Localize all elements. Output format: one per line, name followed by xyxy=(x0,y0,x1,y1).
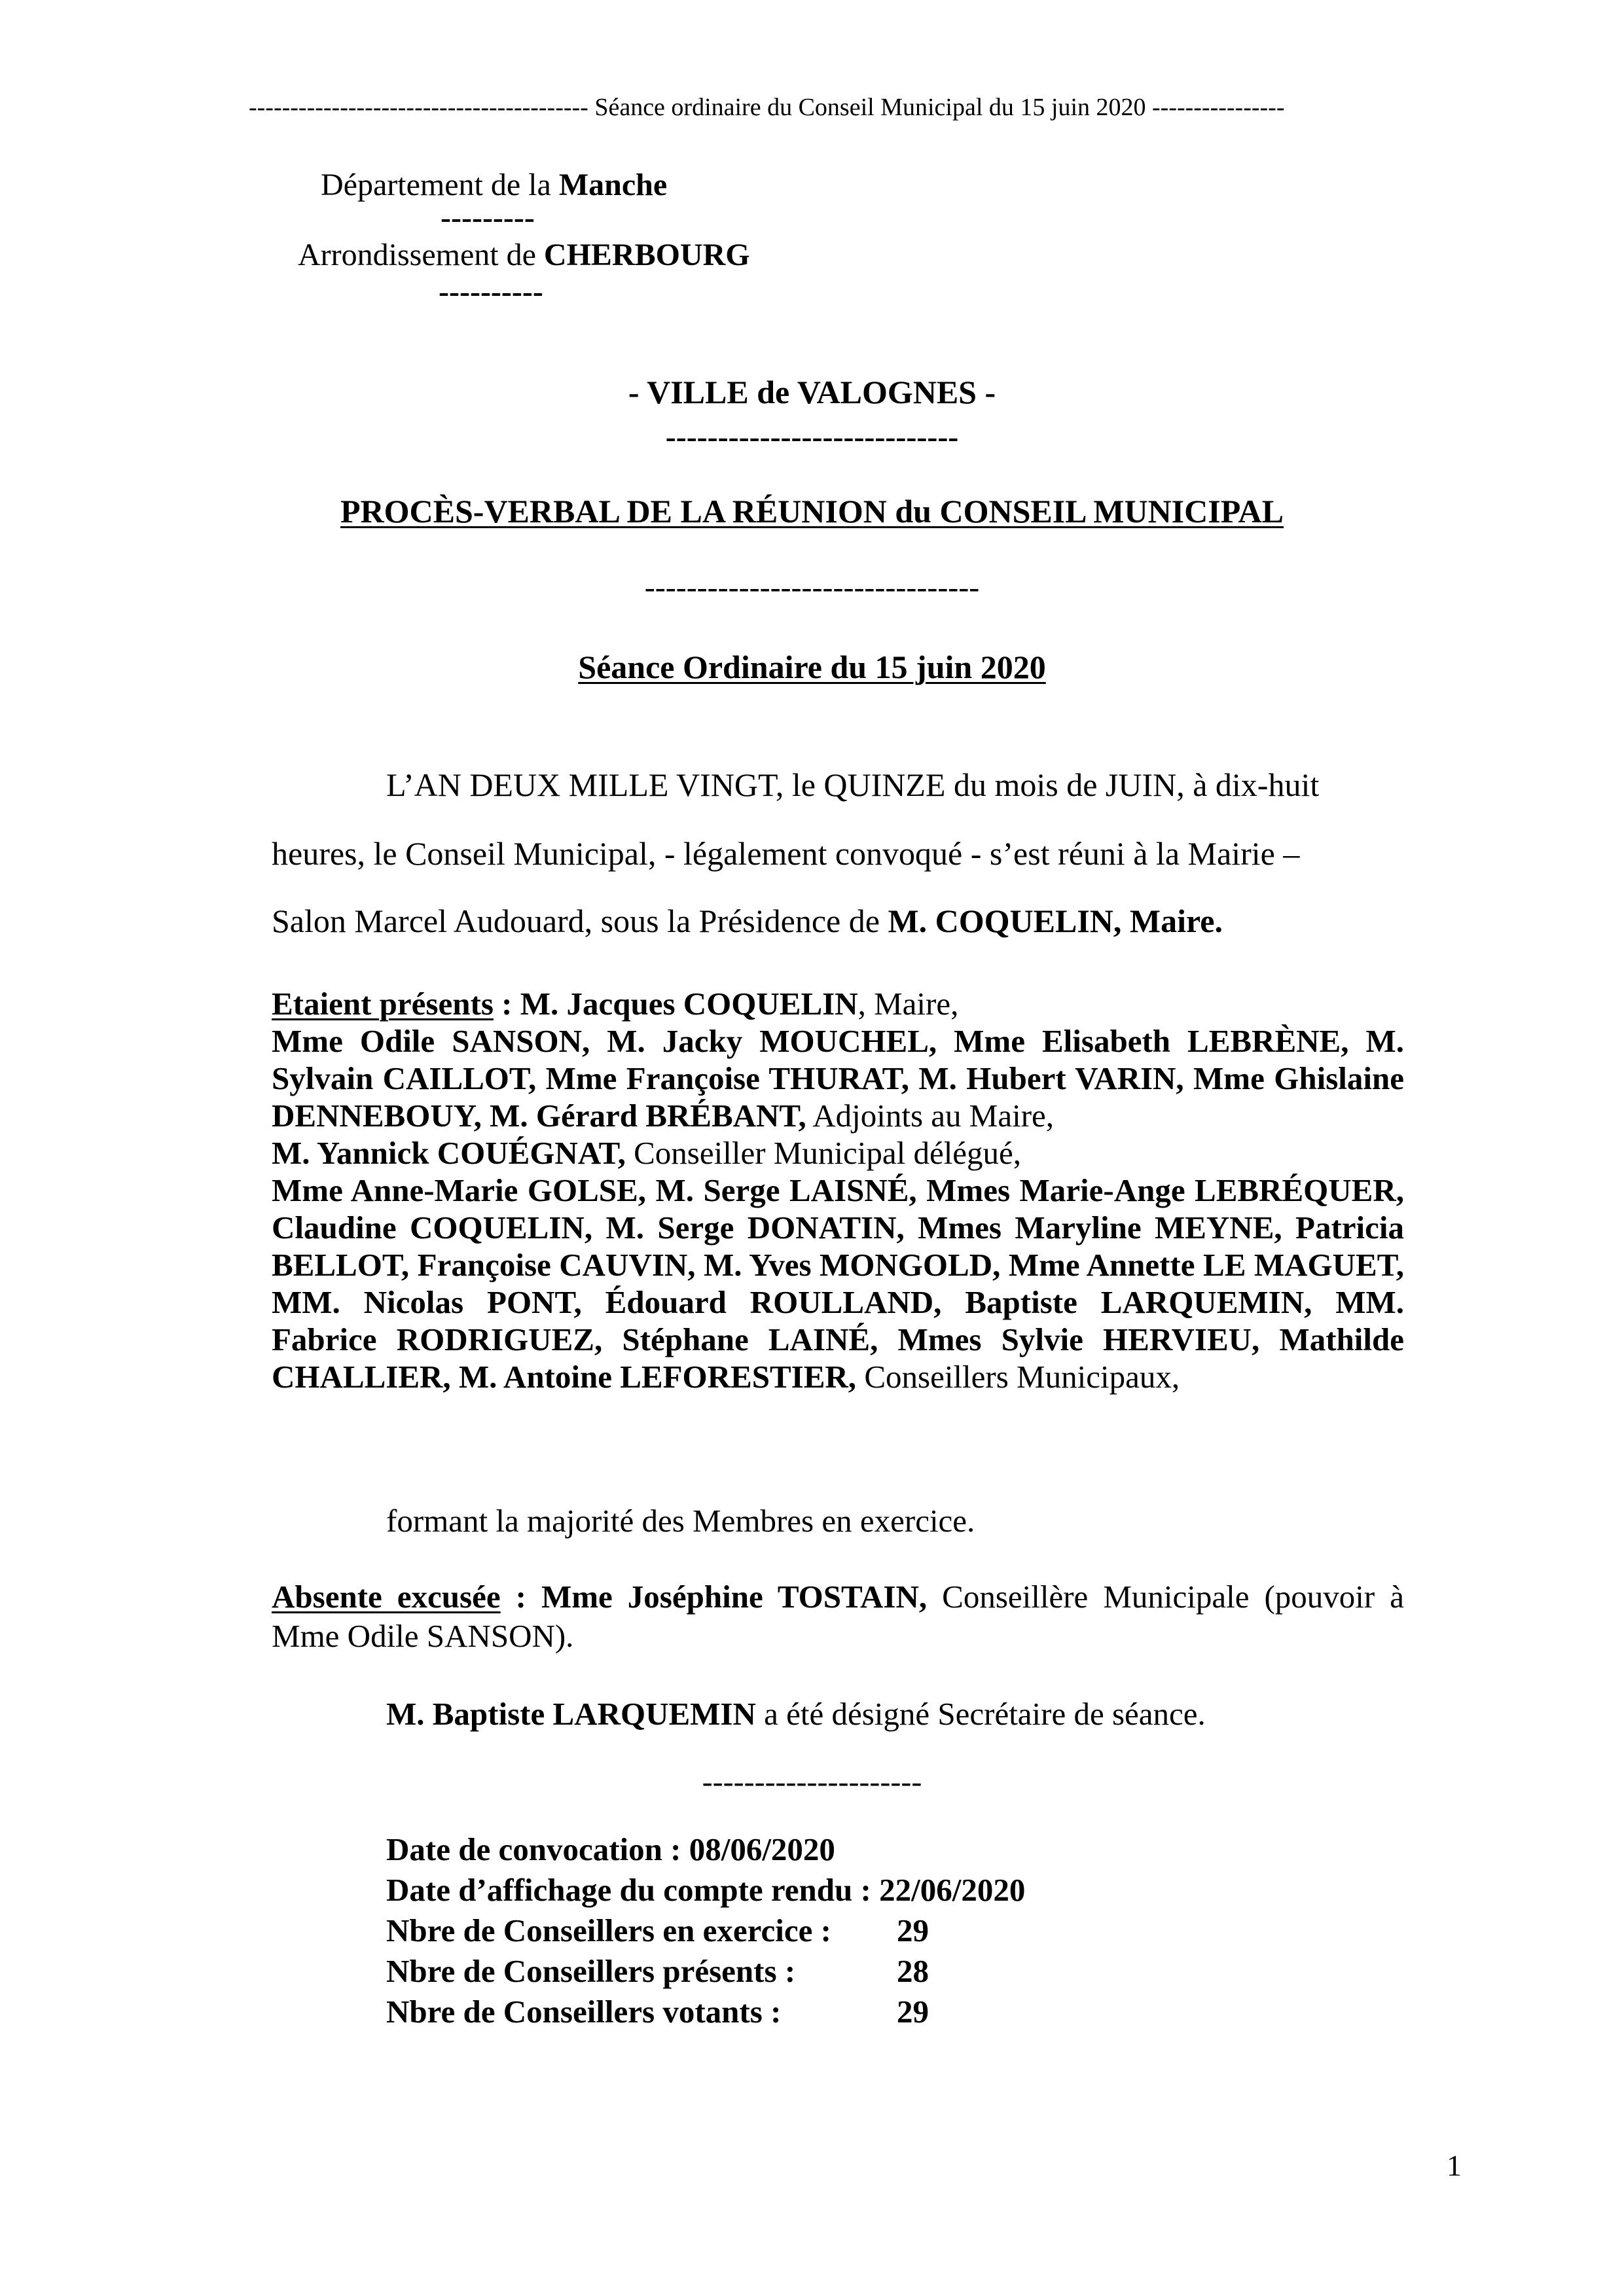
page-number: 1 xyxy=(1447,2149,1462,2182)
adjoints-names: Mme Odile SANSON, M. Jacky MOUCHEL, Mme Elisabeth LEBRÈNE, M. Sylvain CAILLOT, Mme Françoise THURAT, M. Hubert VARIN, Mme Ghislaine DENNEBOUY, M. Gérard BRÉBANT, xyxy=(272,1023,1404,1134)
arrondissement-separator: ---------- xyxy=(439,274,543,309)
seance-heading xyxy=(0,648,1624,686)
stat-affichage-text: Date d’affichage du compte rendu : 22/06/2020 xyxy=(386,1872,1026,1908)
secretaire-rest: a été désigné Secrétaire de séance. xyxy=(755,1696,1206,1732)
presents-paragraph xyxy=(272,985,1404,1395)
ville-separator: ---------------------------- xyxy=(665,420,959,454)
conseillers-role: Conseillers Municipaux, xyxy=(856,1359,1180,1395)
departement-separator: --------- xyxy=(441,200,535,235)
adjoints-role: Adjoints au Maire, xyxy=(806,1098,1055,1134)
maire-name: M. Jacques COQUELIN xyxy=(520,986,858,1022)
stat-exercice-label: Nbre de Conseillers en exercice : xyxy=(386,1912,831,1948)
absente-name: Mme Joséphine TOSTAIN, xyxy=(541,1579,928,1615)
stat-presents xyxy=(386,1951,1025,1992)
departement-name: Manche xyxy=(558,168,668,202)
stat-exercice xyxy=(386,1910,1025,1951)
intro-line-2: heures, le Conseil Municipal, - légalement convoqué - s’est réuni à la Mairie – xyxy=(272,835,1300,872)
absente-colon: : xyxy=(500,1579,541,1615)
presents-label: Etaient présents xyxy=(272,986,494,1022)
stat-presents-label: Nbre de Conseillers présents : xyxy=(386,1953,796,1989)
stat-votants-value: 29 xyxy=(897,1994,929,2030)
arrondissement-line xyxy=(298,237,750,273)
majorite-line: formant la majorité des Membres en exercice. xyxy=(386,1503,975,1539)
stat-exercice-value: 29 xyxy=(897,1912,929,1948)
stat-presents-value: 28 xyxy=(897,1953,929,1989)
stat-convocation xyxy=(386,1829,1025,1870)
delegue-role: Conseiller Municipal délégué, xyxy=(625,1135,1022,1171)
stat-convocation-text: Date de convocation : 08/06/2020 xyxy=(386,1831,835,1867)
stats-block xyxy=(386,1829,1025,2032)
stat-votants-label: Nbre de Conseillers votants : xyxy=(386,1994,782,2030)
page-title-text: PROCÈS-VERBAL DE LA RÉUNION du CONSEIL MUNICIPAL xyxy=(340,493,1284,529)
title-separator: -------------------------------- xyxy=(644,570,980,605)
conseillers-names: Mme Anne-Marie GOLSE, M. Serge LAISNÉ, Mmes Marie-Ange LEBRÉQUER, Claudine COQUELIN, M. Serge DONATIN, Mmes Maryline MEYNE, Patricia BELLOT, Françoise CAUVIN, M. Yves MONGOLD, Mme Annette LE MAGUET, MM. Nicolas PONT, Édouard ROULLAND, Baptiste LARQUEMIN, MM. Fabrice RODRIGUEZ, Stéphane LAINÉ, Mmes Sylvie HERVIEU, Mathilde CHALLIER, M. Antoine LEFORESTIER, xyxy=(272,1172,1404,1395)
absente-paragraph xyxy=(272,1577,1404,1656)
absente-rest: Conseillère Municipale (pouvoir à Mme Odile SANSON). xyxy=(272,1579,1404,1654)
absente-label: Absente excusée xyxy=(272,1579,501,1615)
running-header: ----------------------------------------- Séance ordinaire du Conseil Municipal du 15 juin 2020 ---------------- xyxy=(249,94,1285,121)
arrondissement-prefix: Arrondissement de xyxy=(298,238,544,272)
ville-heading: - VILLE de VALOGNES - xyxy=(628,374,996,410)
secretaire-name: M. Baptiste LARQUEMIN xyxy=(386,1696,756,1732)
intro-line-3-text: Salon Marcel Audouard, sous la Présidence de xyxy=(272,903,888,939)
intro-line-3 xyxy=(272,902,1223,940)
maire-role: , Maire, xyxy=(857,986,959,1022)
seance-heading-text: Séance Ordinaire du 15 juin 2020 xyxy=(578,649,1046,685)
stat-votants xyxy=(386,1992,1025,2032)
presents-colon: : xyxy=(493,986,520,1022)
departement-line xyxy=(321,167,667,203)
stat-affichage xyxy=(386,1870,1025,1910)
intro-line-1: L’AN DEUX MILLE VINGT, le QUINZE du mois de JUIN, à dix-huit xyxy=(386,766,1320,803)
secretaire-line xyxy=(386,1695,1206,1732)
arrondissement-name: CHERBOURG xyxy=(543,238,750,272)
president-name: M. COQUELIN, Maire. xyxy=(888,903,1223,939)
delegue-name: M. Yannick COUÉGNAT, xyxy=(272,1135,626,1171)
departement-prefix: Département de la xyxy=(321,168,559,202)
secretaire-separator: --------------------- xyxy=(702,1765,922,1799)
page-title xyxy=(0,492,1624,530)
